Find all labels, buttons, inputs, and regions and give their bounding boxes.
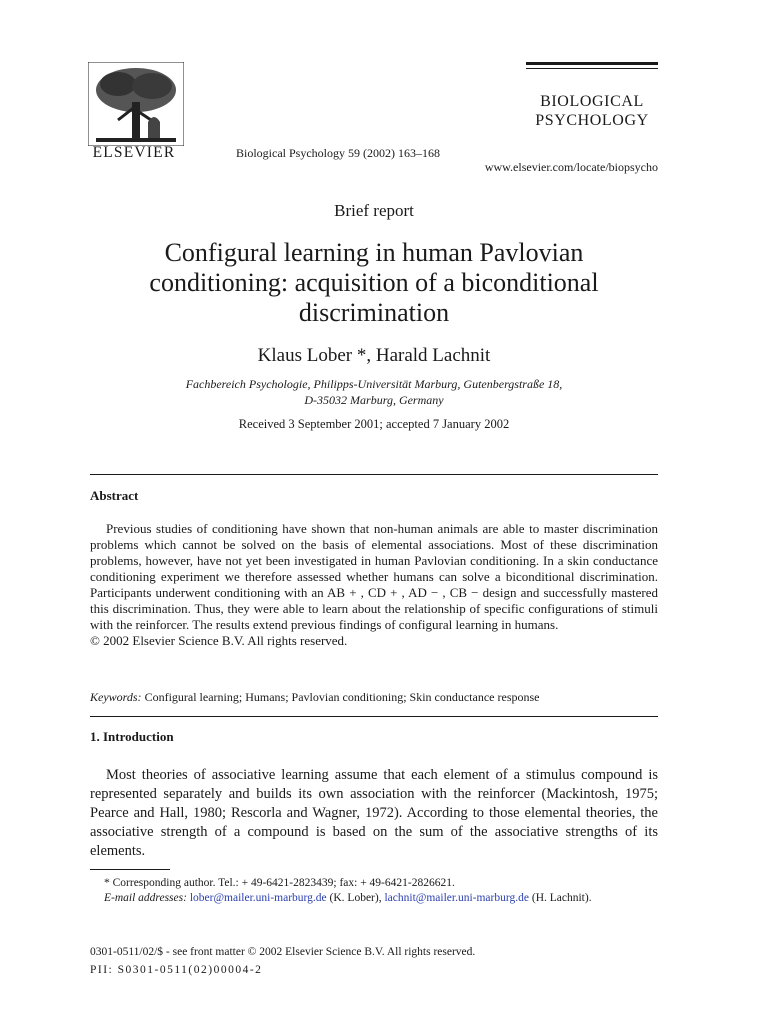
article-title	[90, 238, 658, 328]
title-line-2: conditioning: acquisition of a biconditional	[149, 268, 599, 297]
keywords-text: Configural learning; Humans; Pavlovian conditioning; Skin conductance response	[144, 690, 540, 704]
journal-url[interactable]: www.elsevier.com/locate/biopsycho	[484, 160, 658, 174]
journal-name-line-2: PSYCHOLOGY	[535, 112, 649, 129]
email-link-lachnit[interactable]: lachnit@mailer.uni-marburg.de	[384, 892, 529, 904]
authors: Klaus Lober *, Harald Lachnit	[257, 345, 491, 366]
title-line-3: discrimination	[298, 298, 450, 327]
publisher-name: ELSEVIER	[92, 144, 176, 161]
email-link-lober[interactable]: lober@mailer.uni-marburg.de	[189, 892, 327, 904]
article-type: Brief report	[334, 201, 414, 220]
title-line-1: Configural learning in human Pavlovian	[164, 238, 584, 267]
abstract-body: Previous studies of conditioning have shown that non-human animals are able to master discrimination problems which cannot be solved on the basis of elemental associations. Most of these discrimination problems, however, have not yet been investigated in human Pavlovian conditioning. In a skin conductance conditioning experiment we therefore assessed whether humans can solve a biconditional discrimination. Participants underwent conditioning with an AB + , CD + , AD − , CB − design and successfully mastered this discrimination. Thus, they were able to learn about the relationship of specific configurations of stimuli with the reinforcer. The results extend previous findings of configural learning in humans.	[90, 521, 658, 632]
introduction-body: Most theories of associative learning assume that each element of a stimulus compound is represented separately and builds its own association with the reinforcer (Mackintosh, 1975; Pearce and Hall, 1980; Rescorla and Wagner, 1972). According to those elemental theories, the associative strength of a compound is based on the sum of the associative strengths of its elements.	[90, 767, 658, 859]
email-owner-lachnit: (H. Lachnit).	[531, 892, 592, 904]
journal-name-line-1: BIOLOGICAL	[540, 93, 644, 110]
footnote	[90, 876, 658, 906]
journal-header-rule	[526, 62, 658, 69]
front-matter: 0301-0511/02/$ - see front matter © 2002 Elsevier Science B.V. All rights reserved.	[90, 946, 476, 958]
divider-bottom	[90, 716, 658, 717]
received-dates: Received 3 September 2001; accepted 7 January 2002	[238, 417, 510, 431]
footnote-rule	[90, 869, 170, 870]
abstract-copyright: © 2002 Elsevier Science B.V. All rights reserved.	[90, 633, 348, 648]
email-label: E-mail addresses:	[104, 892, 187, 904]
abstract-heading: Abstract	[90, 488, 139, 503]
journal-name	[526, 92, 658, 130]
journal-citation: Biological Psychology 59 (2002) 163–168	[236, 146, 440, 160]
divider-top	[90, 474, 658, 475]
keywords-label: Keywords:	[90, 690, 142, 704]
abstract-text	[90, 521, 658, 649]
affiliation-line-1: Fachbereich Psychologie, Philipps-Universität Marburg, Gutenbergstraße 18,	[185, 377, 563, 391]
affiliation	[90, 376, 658, 408]
affiliation-line-2: D-35032 Marburg, Germany	[304, 393, 444, 407]
introduction-text	[90, 766, 658, 861]
email-owner-lober: (K. Lober),	[329, 892, 382, 904]
corresponding-author: * Corresponding author. Tel.: + 49-6421-2823439; fax: + 49-6421-2826621.	[104, 877, 455, 889]
pii: PII: S0301-0511(02)00004-2	[90, 964, 263, 976]
introduction-heading: 1. Introduction	[90, 729, 174, 744]
keywords	[90, 690, 658, 705]
